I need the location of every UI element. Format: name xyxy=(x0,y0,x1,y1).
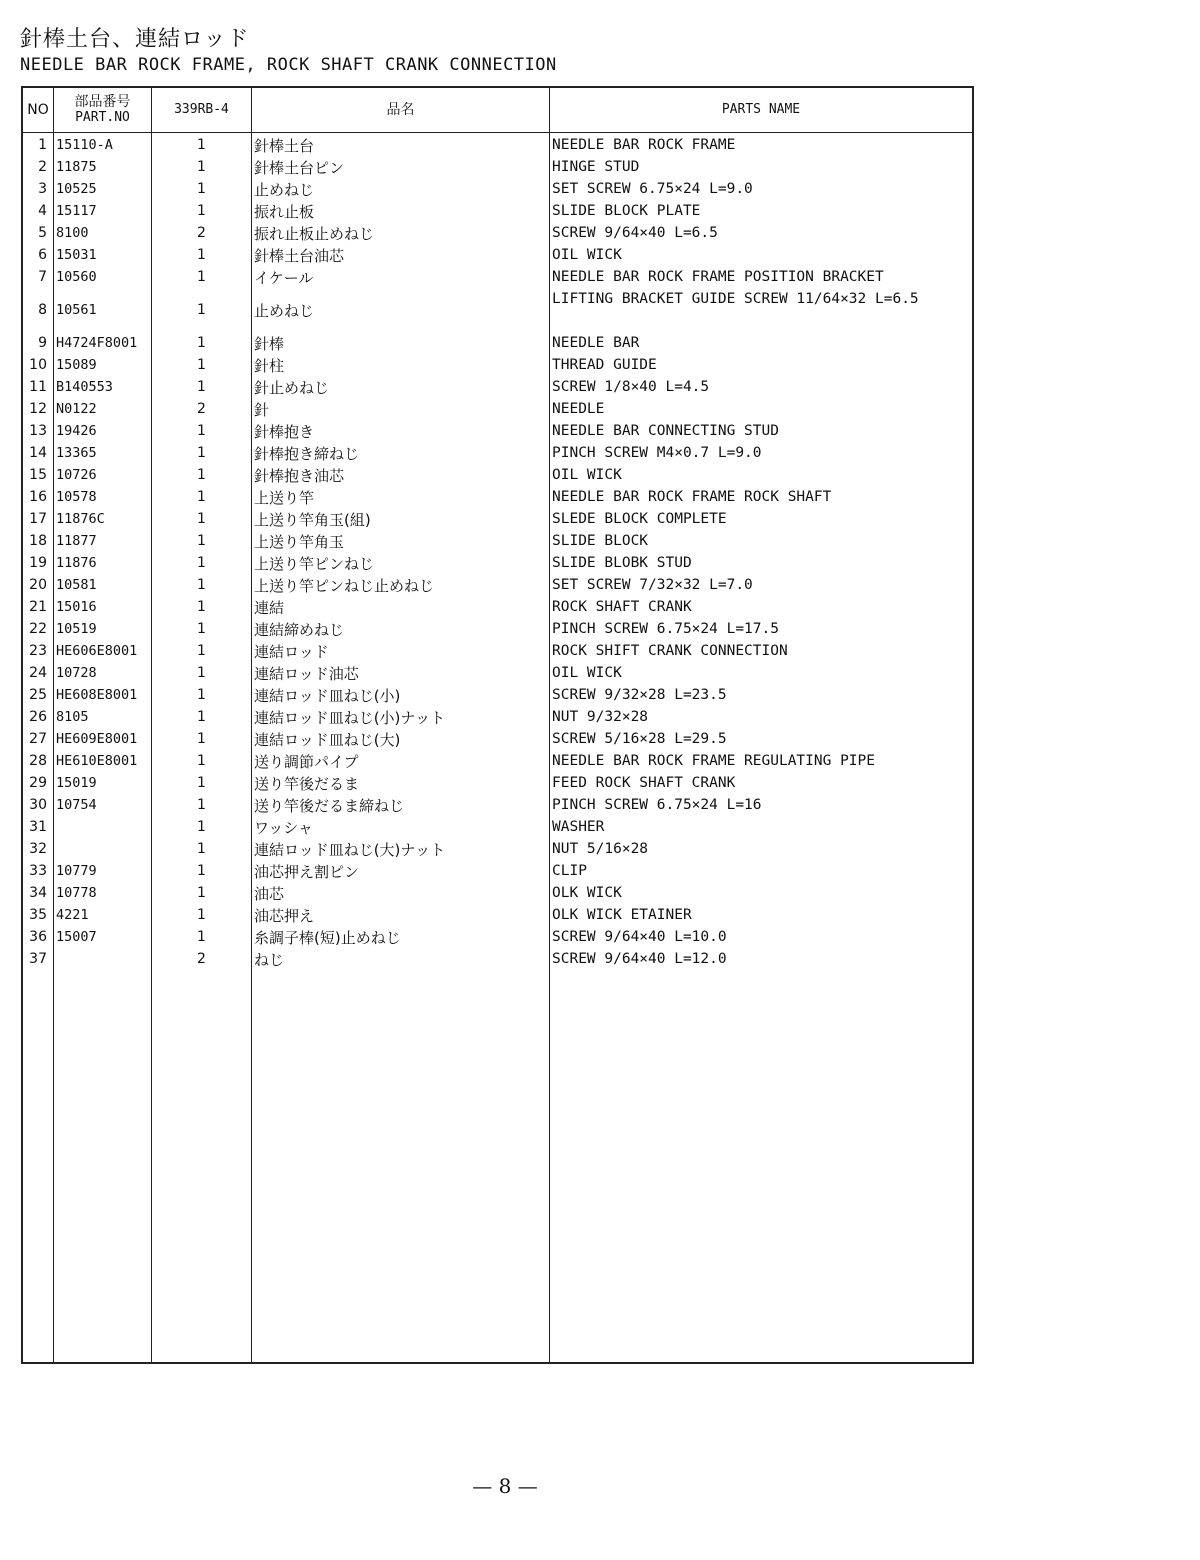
table-row xyxy=(23,354,972,376)
cell-no: 12 xyxy=(29,401,47,417)
cell-part-no: 15007 xyxy=(56,929,97,945)
cell-name-jp: 針止めねじ xyxy=(254,378,330,397)
cell-name-en: SLIDE BLOBK STUD xyxy=(552,555,692,571)
cell-name-en: SCREW 9/64×40 L=6.5 xyxy=(552,225,718,241)
cell-qty: 1 xyxy=(197,665,206,681)
cell-no: 9 xyxy=(38,335,47,351)
cell-qty: 1 xyxy=(197,379,206,395)
cell-part-no: 10778 xyxy=(56,885,97,901)
cell-name-en: PINCH SCREW 6.75×24 L=16 xyxy=(552,797,762,813)
cell-no: 13 xyxy=(29,423,47,439)
cell-name-jp: 針棒抱き xyxy=(254,422,315,441)
cell-name-jp: 送り竿後だるま締ねじ xyxy=(254,796,405,815)
cell-name-en: SCREW 1/8×40 L=4.5 xyxy=(552,379,710,395)
cell-name-en: NEEDLE BAR ROCK FRAME xyxy=(552,137,736,153)
cell-part-no: 10581 xyxy=(56,577,97,593)
cell-no: 33 xyxy=(29,863,47,879)
cell-name-jp: 針棒土台油芯 xyxy=(254,246,345,265)
cell-no: 8 xyxy=(38,302,47,318)
cell-part-no: 11877 xyxy=(56,533,97,549)
cell-name-jp: 針 xyxy=(254,400,270,419)
cell-no: 24 xyxy=(29,665,47,681)
table-header xyxy=(23,88,972,133)
cell-name-jp: 針棒抱き油芯 xyxy=(254,466,345,485)
cell-name-jp: 連結ロッド xyxy=(254,642,329,661)
cell-part-no: 10578 xyxy=(56,489,97,505)
cell-name-en: NUT 5/16×28 xyxy=(552,841,649,857)
cell-qty: 1 xyxy=(197,819,206,835)
header-part-no-en: PART.NO xyxy=(75,110,130,125)
table-row xyxy=(23,926,972,948)
cell-name-jp: 針棒 xyxy=(254,334,285,353)
table-row xyxy=(23,728,972,750)
cell-name-jp: ワッシャ xyxy=(254,818,313,837)
cell-no: 14 xyxy=(29,445,47,461)
cell-no: 1 xyxy=(38,137,47,153)
table-row xyxy=(23,288,972,332)
header-name-jp xyxy=(252,88,549,132)
cell-qty: 1 xyxy=(197,731,206,747)
table-row xyxy=(23,948,972,970)
table-row xyxy=(23,398,972,420)
table-row xyxy=(23,574,972,596)
cell-name-en: ROCK SHAFT CRANK xyxy=(552,599,692,615)
cell-name-jp: 上送り竿 xyxy=(254,488,315,507)
table-row xyxy=(23,508,972,530)
cell-part-no: 11875 xyxy=(56,159,97,175)
cell-name-jp: 上送り竿角玉 xyxy=(254,532,345,551)
cell-part-no: 15031 xyxy=(56,247,97,263)
table-row xyxy=(23,134,972,156)
cell-name-jp: 連結 xyxy=(254,598,285,617)
cell-name-jp: 連結ロッド皿ねじ(大) xyxy=(254,730,401,749)
cell-part-no: 11876C xyxy=(56,511,105,527)
cell-name-jp: 針柱 xyxy=(254,356,285,375)
table-row xyxy=(23,222,972,244)
cell-qty: 1 xyxy=(197,181,206,197)
header-part-no-jp: 部品番号 xyxy=(74,94,131,110)
cell-name-en: SCREW 9/32×28 L=23.5 xyxy=(552,687,727,703)
table-row xyxy=(23,662,972,684)
cell-qty: 1 xyxy=(197,885,206,901)
cell-no: 18 xyxy=(29,533,47,549)
cell-name-en: OIL WICK xyxy=(552,247,622,263)
cell-name-jp: 送り竿後だるま xyxy=(254,774,360,793)
cell-name-en: PINCH SCREW 6.75×24 L=17.5 xyxy=(552,621,779,637)
cell-qty: 1 xyxy=(197,753,206,769)
cell-no: 37 xyxy=(29,951,47,967)
cell-qty: 1 xyxy=(197,247,206,263)
table-row xyxy=(23,552,972,574)
cell-name-en: SET SCREW 7/32×32 L=7.0 xyxy=(552,577,753,593)
cell-name-jp: 振れ止板 xyxy=(254,202,315,221)
cell-name-en: ROCK SHIFT CRANK CONNECTION xyxy=(552,643,788,659)
cell-name-en: NEEDLE BAR CONNECTING STUD xyxy=(552,423,779,439)
table-row xyxy=(23,618,972,640)
table-row xyxy=(23,882,972,904)
cell-qty: 1 xyxy=(197,159,206,175)
table-row xyxy=(23,640,972,662)
cell-qty: 1 xyxy=(197,511,206,527)
cell-qty: 1 xyxy=(197,687,206,703)
cell-part-no: HE609E8001 xyxy=(56,731,138,747)
cell-no: 36 xyxy=(29,929,47,945)
cell-part-no xyxy=(56,948,150,970)
table-row xyxy=(23,376,972,398)
cell-name-jp: 油芯 xyxy=(254,884,285,903)
cell-name-en: FEED ROCK SHAFT CRANK xyxy=(552,775,736,791)
header-part-no xyxy=(54,88,151,132)
cell-qty: 1 xyxy=(197,489,206,505)
cell-part-no: 10779 xyxy=(56,863,97,879)
cell-qty: 1 xyxy=(197,137,206,153)
cell-no: 27 xyxy=(29,731,47,747)
cell-name-jp: 糸調子棒(短)止めねじ xyxy=(254,928,401,947)
table-row xyxy=(23,420,972,442)
cell-name-jp: イケール xyxy=(254,268,314,287)
cell-no: 17 xyxy=(29,511,47,527)
table-row xyxy=(23,266,972,288)
table-row xyxy=(23,794,972,816)
cell-no: 20 xyxy=(29,577,47,593)
cell-name-jp: 止めねじ xyxy=(254,180,315,199)
cell-no: 2 xyxy=(38,159,47,175)
cell-name-en: OLK WICK xyxy=(552,885,622,901)
cell-part-no: 19426 xyxy=(56,423,97,439)
cell-part-no: 10561 xyxy=(56,302,97,318)
cell-name-en: PINCH SCREW M4×0.7 L=9.0 xyxy=(552,445,762,461)
cell-qty: 1 xyxy=(197,775,206,791)
cell-part-no: 15019 xyxy=(56,775,97,791)
cell-name-en: CLIP xyxy=(552,863,587,879)
table-row xyxy=(23,838,972,860)
table-row xyxy=(23,772,972,794)
cell-no: 35 xyxy=(29,907,47,923)
cell-name-en: OIL WICK xyxy=(552,467,622,483)
cell-part-no: 13365 xyxy=(56,445,97,461)
cell-no: 28 xyxy=(29,753,47,769)
cell-name-jp: 上送り竿ピンねじ止めねじ xyxy=(254,576,435,595)
cell-name-en: SLIDE BLOCK xyxy=(552,533,649,549)
table-row xyxy=(23,596,972,618)
cell-qty: 1 xyxy=(197,841,206,857)
cell-name-jp: 油芯押え xyxy=(254,906,315,925)
cell-no: 11 xyxy=(29,379,47,395)
cell-part-no: HE606E8001 xyxy=(56,643,138,659)
header-no xyxy=(23,88,53,132)
cell-no: 26 xyxy=(29,709,47,725)
parts-table xyxy=(21,86,974,1364)
cell-part-no: 15117 xyxy=(56,203,97,219)
table-row xyxy=(23,684,972,706)
cell-name-en: SLIDE BLOCK PLATE xyxy=(552,203,701,219)
table-row xyxy=(23,442,972,464)
cell-no: 5 xyxy=(38,225,47,241)
cell-qty: 1 xyxy=(197,357,206,373)
cell-qty: 1 xyxy=(197,467,206,483)
cell-name-en: NEEDLE BAR ROCK FRAME REGULATING PIPE xyxy=(552,753,876,769)
header-no-label: NO xyxy=(27,102,49,118)
cell-qty: 1 xyxy=(197,863,206,879)
cell-no: 31 xyxy=(29,819,47,835)
cell-no: 15 xyxy=(29,467,47,483)
cell-name-en: LIFTING BRACKET GUIDE SCREW 11/64×32 L=6.5 xyxy=(552,291,919,307)
cell-name-en: THREAD GUIDE xyxy=(552,357,657,373)
cell-part-no xyxy=(56,838,150,860)
cell-qty: 1 xyxy=(197,335,206,351)
cell-name-jp: 連結ロッド皿ねじ(小) xyxy=(254,686,401,705)
cell-name-jp: 連結締めねじ xyxy=(254,620,345,639)
cell-qty: 1 xyxy=(197,643,206,659)
cell-qty: 1 xyxy=(197,269,206,285)
cell-part-no: 4221 xyxy=(56,907,89,923)
cell-name-jp: 上送り竿角玉(組) xyxy=(254,510,371,529)
cell-qty: 1 xyxy=(197,621,206,637)
table-row xyxy=(23,860,972,882)
table-row xyxy=(23,156,972,178)
cell-qty: 1 xyxy=(197,599,206,615)
cell-no: 4 xyxy=(38,203,47,219)
cell-name-en: SCREW 9/64×40 L=12.0 xyxy=(552,951,727,967)
cell-no: 23 xyxy=(29,643,47,659)
page-title-jp: 針棒土台、連結ロッド xyxy=(20,27,250,52)
cell-qty: 2 xyxy=(197,225,206,241)
header-name-en xyxy=(550,88,972,132)
cell-name-en: SCREW 5/16×28 L=29.5 xyxy=(552,731,727,747)
cell-no: 19 xyxy=(29,555,47,571)
cell-name-en: WASHER xyxy=(552,819,605,835)
cell-name-en: SET SCREW 6.75×24 L=9.0 xyxy=(552,181,753,197)
table-row xyxy=(23,750,972,772)
cell-no: 16 xyxy=(29,489,47,505)
cell-name-en: HINGE STUD xyxy=(552,159,640,175)
cell-no: 3 xyxy=(38,181,47,197)
table-row xyxy=(23,332,972,354)
cell-qty: 1 xyxy=(197,577,206,593)
cell-part-no: 10726 xyxy=(56,467,97,483)
cell-name-en: NUT 9/32×28 xyxy=(552,709,649,725)
cell-part-no: 8105 xyxy=(56,709,89,725)
cell-part-no: 15016 xyxy=(56,599,97,615)
cell-part-no: B140553 xyxy=(56,379,113,395)
cell-qty: 1 xyxy=(197,302,206,318)
cell-qty: 1 xyxy=(197,709,206,725)
cell-name-en: NEEDLE xyxy=(552,401,605,417)
cell-name-jp: 油芯押え割ピン xyxy=(254,862,360,881)
cell-part-no: HE608E8001 xyxy=(56,687,138,703)
page-number: — 8 — xyxy=(472,1474,538,1498)
cell-name-jp: 止めねじ xyxy=(254,301,315,320)
cell-no: 21 xyxy=(29,599,47,615)
cell-no: 29 xyxy=(29,775,47,791)
cell-name-jp: ねじ xyxy=(254,950,285,969)
cell-name-jp: 針棒土台 xyxy=(254,136,315,155)
cell-name-en: SLEDE BLOCK COMPLETE xyxy=(552,511,727,527)
cell-part-no: 11876 xyxy=(56,555,97,571)
table-row xyxy=(23,244,972,266)
header-model-label: 339RB-4 xyxy=(174,102,229,117)
cell-name-en: NEEDLE BAR ROCK FRAME POSITION BRACKET xyxy=(552,269,884,285)
cell-part-no: 10754 xyxy=(56,797,97,813)
table-row xyxy=(23,486,972,508)
table-row xyxy=(23,200,972,222)
table-row xyxy=(23,464,972,486)
cell-name-en: NEEDLE BAR ROCK FRAME ROCK SHAFT xyxy=(552,489,832,505)
cell-name-en: NEEDLE BAR xyxy=(552,335,640,351)
cell-no: 34 xyxy=(29,885,47,901)
cell-qty: 1 xyxy=(197,907,206,923)
table-row xyxy=(23,530,972,552)
cell-part-no: 10728 xyxy=(56,665,97,681)
cell-name-jp: 上送り竿ピンねじ xyxy=(254,554,375,573)
cell-part-no: 15110-A xyxy=(56,137,113,153)
cell-part-no: HE610E8001 xyxy=(56,753,138,769)
cell-no: 6 xyxy=(38,247,47,263)
cell-part-no: 10519 xyxy=(56,621,97,637)
cell-qty: 2 xyxy=(197,951,206,967)
cell-name-en: OLK WICK ETAINER xyxy=(552,907,692,923)
cell-no: 7 xyxy=(38,269,47,285)
page-title-en: NEEDLE BAR ROCK FRAME, ROCK SHAFT CRANK CONNECTION xyxy=(20,55,557,75)
cell-name-jp: 送り調節パイプ xyxy=(254,752,359,771)
cell-name-jp: 振れ止板止めねじ xyxy=(254,224,375,243)
cell-qty: 2 xyxy=(197,401,206,417)
cell-part-no: N0122 xyxy=(56,401,97,417)
cell-name-en: OIL WICK xyxy=(552,665,622,681)
cell-part-no: 8100 xyxy=(56,225,89,241)
cell-name-jp: 針棒土台ピン xyxy=(254,158,345,177)
cell-no: 10 xyxy=(29,357,47,373)
cell-qty: 1 xyxy=(197,445,206,461)
cell-qty: 1 xyxy=(197,929,206,945)
table-row xyxy=(23,904,972,926)
cell-qty: 1 xyxy=(197,423,206,439)
cell-qty: 1 xyxy=(197,797,206,813)
table-row xyxy=(23,706,972,728)
cell-name-jp: 連結ロッド油芯 xyxy=(254,664,359,683)
cell-name-jp: 連結ロッド皿ねじ(小)ナット xyxy=(254,708,446,727)
cell-part-no: 10560 xyxy=(56,269,97,285)
cell-part-no xyxy=(56,816,150,838)
table-row xyxy=(23,816,972,838)
cell-name-en: SCREW 9/64×40 L=10.0 xyxy=(552,929,727,945)
cell-no: 30 xyxy=(29,797,47,813)
cell-qty: 1 xyxy=(197,203,206,219)
table-row xyxy=(23,178,972,200)
header-model xyxy=(152,88,251,132)
cell-qty: 1 xyxy=(197,533,206,549)
header-name-en-label: PARTS NAME xyxy=(721,102,801,117)
cell-name-jp: 針棒抱き締ねじ xyxy=(254,444,360,463)
cell-no: 25 xyxy=(29,687,47,703)
cell-part-no: 10525 xyxy=(56,181,97,197)
cell-no: 22 xyxy=(29,621,47,637)
cell-part-no: 15089 xyxy=(56,357,97,373)
header-name-jp-label: 品名 xyxy=(386,102,415,118)
cell-part-no: H4724F8001 xyxy=(56,335,138,351)
cell-no: 32 xyxy=(29,841,47,857)
cell-name-jp: 連結ロッド皿ねじ(大)ナット xyxy=(254,840,446,859)
cell-qty: 1 xyxy=(197,555,206,571)
